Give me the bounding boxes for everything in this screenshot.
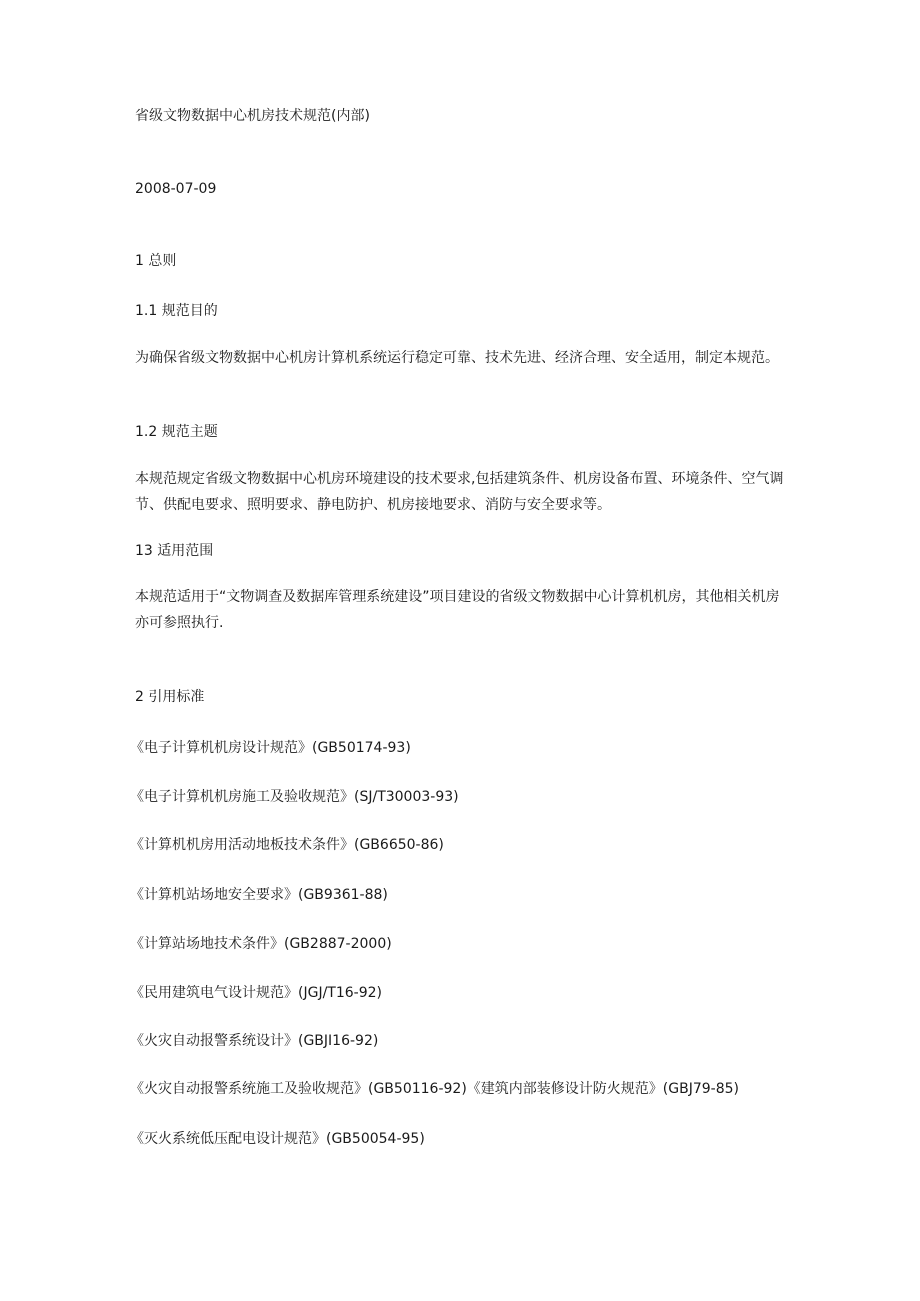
section-1-2-text: 本规范规定省级文物数据中心机房环境建设的技术要求,包括建筑条件、机房设备布置、环境条件、空气调节、供配电要求、照明要求、静电防护、机房接地要求、消防与安全要求等。 [135, 471, 784, 513]
section-1-1-heading: 1.1 规范目的 [135, 303, 218, 319]
section-1-heading: 1 总则 [135, 253, 177, 269]
reference-item: 《火灾自动报警系统设计》(GBJI16-92) [130, 1033, 379, 1049]
reference-item: 《计算站场地技术条件》(GB2887-2000) [130, 936, 392, 952]
reference-item: 《计算机机房用活动地板技术条件》(GB6650-86) [130, 837, 444, 853]
section-1-1-text: 为确保省级文物数据中心机房计算机系统运行稳定可靠、技术先进、经济合理、安全适用，制定本规范。 [135, 350, 779, 366]
document-date: 2008-07-09 [135, 181, 217, 197]
reference-item: 《计算机站场地安全要求》(GB9361-88) [130, 887, 388, 903]
document-title: 省级文物数据中心机房技术规范(内部) [135, 108, 370, 124]
section-1-3-text: 本规范适用于“文物调查及数据库管理系统建设”项目建设的省级文物数据中心计算机机房，其他相关机房亦可参照执行. [135, 589, 780, 631]
reference-item: 《电子计算机机房设计规范》(GB50174-93) [130, 740, 411, 756]
reference-item: 《灭火系统低压配电设计规范》(GB50054-95) [130, 1131, 425, 1147]
section-1-2-heading: 1.2 规范主题 [135, 424, 218, 440]
reference-item: 《电子计算机机房施工及验收规范》(SJ/T30003-93) [130, 789, 459, 805]
section-2-heading: 2 引用标准 [135, 689, 205, 705]
reference-item: 《火灾自动报警系统施工及验收规范》(GB50116-92)《建筑内部装修设计防火规范》(GBJ79-85) [130, 1081, 739, 1097]
reference-item: 《民用建筑电气设计规范》(JGJ/T16-92) [130, 985, 382, 1001]
section-1-3-heading: 13 适用范围 [135, 543, 214, 559]
